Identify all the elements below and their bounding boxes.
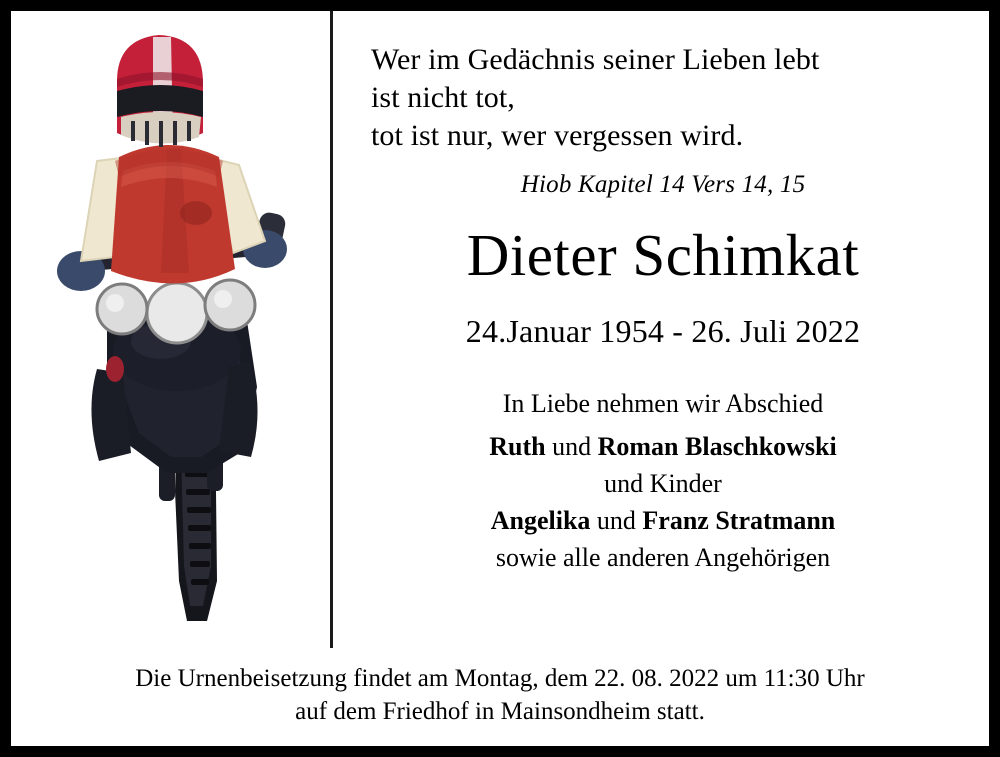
- family-line-2: und Kinder: [604, 469, 722, 499]
- deceased-name: Dieter Schimkat: [466, 222, 860, 289]
- family-name-franz-stratmann: Franz Stratmann: [642, 505, 836, 535]
- farewell-lead: In Liebe nehmen wir Abschied: [502, 389, 824, 419]
- headlight-left: [97, 284, 147, 334]
- funeral-line-1: Die Urnenbeisetzung findet am Montag, dem 22. 08. 2022 um 11:30 Uhr: [135, 665, 865, 692]
- family-line-4: sowie alle anderen Angehörigen: [495, 542, 831, 572]
- headlight-right: [205, 280, 255, 330]
- family-name-angelika: Angelika: [490, 505, 591, 535]
- funeral-details: [11, 648, 989, 746]
- text-pane: [333, 11, 989, 648]
- reflector-shape: [106, 356, 124, 382]
- verse-line-3: tot ist nur, wer vergessen wird.: [371, 119, 744, 153]
- life-dates: 24.Januar 1954 - 26. Juli 2022: [465, 313, 861, 350]
- farewell-block: [371, 386, 955, 577]
- family-name-ruth: Ruth: [489, 432, 546, 462]
- headlight-center: [147, 283, 207, 343]
- family-name-roman-blaschkowski: Roman Blaschkowski: [597, 432, 837, 462]
- verse-block: [371, 41, 955, 155]
- notice-upper-section: [11, 11, 989, 648]
- helmet-shape: [117, 35, 203, 147]
- verse-line-2: ist nicht tot,: [371, 81, 515, 115]
- family-line-1: [371, 429, 955, 466]
- family-conjunction-2: und: [590, 505, 643, 535]
- family-conjunction-1: und: [545, 432, 598, 462]
- verse-line-1: Wer im Gedächnis seiner Lieben lebt: [371, 43, 820, 76]
- motorcycle-rider-photo: [11, 21, 333, 641]
- photo-pane: [11, 11, 333, 648]
- family-line-3: [371, 503, 955, 540]
- verse-source: Hiob Kapitel 14 Vers 14, 15: [520, 171, 806, 199]
- funeral-line-2: auf dem Friedhof in Mainsondheim statt.: [295, 698, 705, 726]
